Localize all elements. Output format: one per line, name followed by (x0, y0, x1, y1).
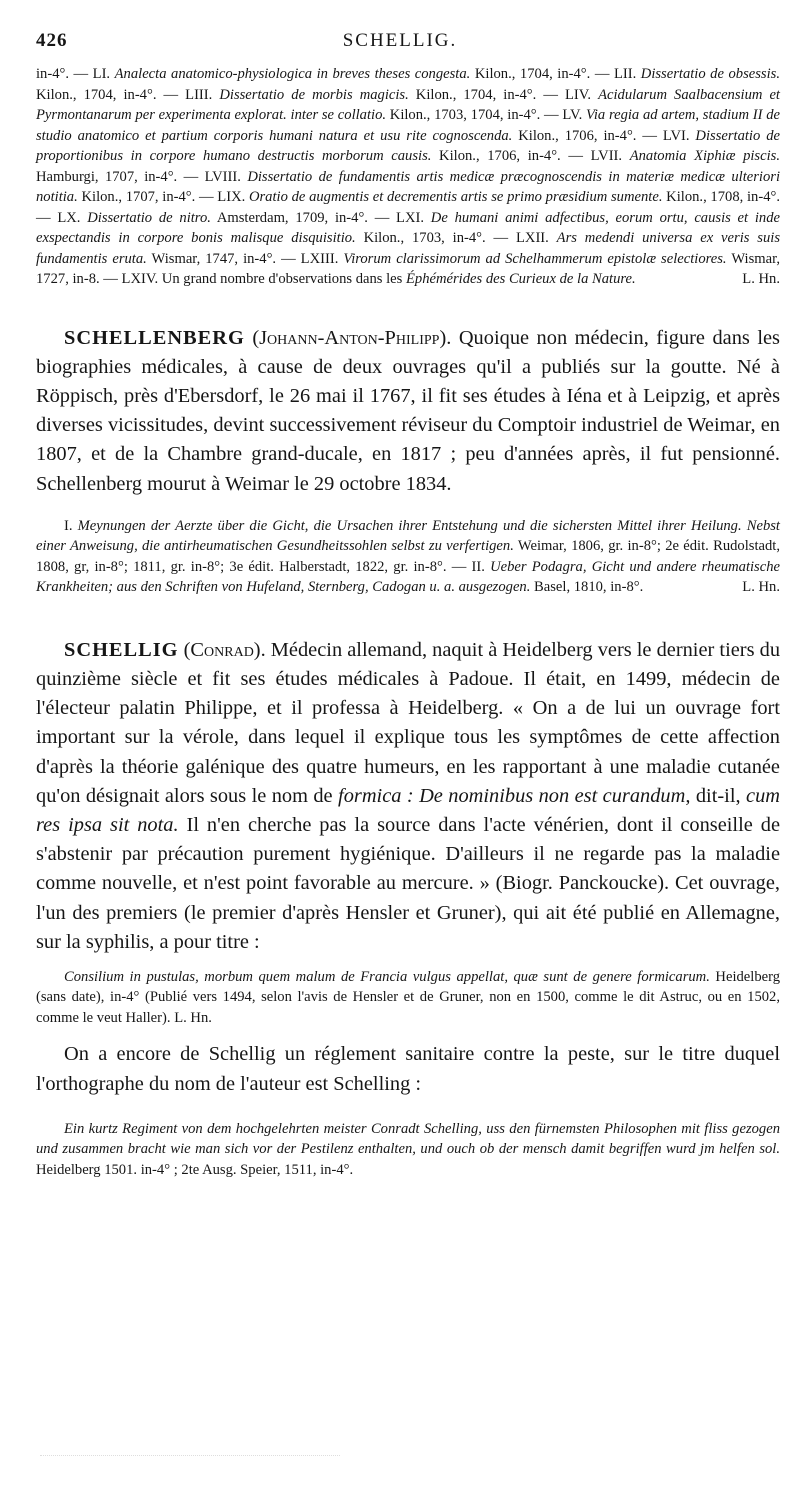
bibliography-schellenberg: I. Meynungen der Aerzte über die Gicht, die Ursachen ihrer Entstehung und die sichersten Mittel ihrer Heilung. Nebst einer Anweisung, die antirheumatischen Gesundheitssohlen selbst zu verfertigen. Weimar, 1806, gr. in-8°; 2e édit. Rudolstadt, 1808, gr, in-8°; 1811, gr. in-8°; 3e édit. Halberstadt, 1822, gr. in-8°. — II. Ueber Podagra, Gicht und andere rheumatische Krankheiten; aus den Schriften von Hufeland, Sternberg, Cadogan u. a. ausgezogen. Basel, 1810, in-8°. L. Hn. (36, 516, 780, 598)
running-title: SCHELLIG. (342, 30, 458, 51)
entry-schellenberg: SCHELLENBERG (Johann-Anton-Philipp). Quoique non médecin, figure dans les biographies médicales, à cause de deux ouvrages qu'il a publiés sur la goutte. Né à Röppisch, près d'Ebersdorf, le 26 mai il 1767, il fit ses études à Iéna et à Leipzig, et après diverses vicissitudes, devint successivement réviseur du Comptoir industriel de Weimar, en 1807, et de la Chambre grand-ducale, en 1817 ; peu d'années après, il fut pensionné. Schellenberg mourut à Weimar le 29 octobre 1834. (36, 326, 780, 495)
bibliography-schellig-1: Consilium in pustulas, morbum quem malum de Francia vulgus appellat, quæ sunt de genere formicarum. Heidelberg (sans date), in-4° (Publié vers 1494, selon l'avis de Hensler et de Gruner, non en 1500, comme le dit Astruc, ou en 1502, comme le veut Haller). L. Hn. (36, 968, 780, 1026)
bibliography-schellig-2: Ein kurtz Regiment von dem hochgelehrten meister Conradt Schelling, uss den fürnemsten Philosophen mit fliss gezogen und zusammen bracht wie man sich vor der Pestilenz enthalten, und ouch ob der mensch damit begriffen wurd jm helfen sol. Heidelberg 1501. in-4° ; 2te Ausg. Speier, 1511, in-4°. (36, 1120, 780, 1178)
signature: L. Hn. (742, 271, 780, 287)
bleed-through-mark (40, 1455, 340, 1468)
paragraph-schellig-2: On a encore de Schellig un réglement sanitaire contre la peste, sur le titre duquel l'orthographe du nom de l'auteur est Schelling : (36, 1043, 780, 1095)
signature: L. Hn. (742, 579, 780, 596)
page-number: 426 (36, 30, 68, 51)
bibliography-continuation: in-4°. — LI. Analecta anatomico-physiologica in breves theses congesta. Kilon., 1704, in-4°. — LII. Dissertatio de obsessis. Kilon., 1704, in-4°. — LIII. Dissertatio de morbis magicis. Kilon., 1704, in-4°. — LIV. Acidularum Saalbacensium et Pyrmontanarum per experimenta explorat. inter se collatio. Kilon., 1703, 1704, in-4°. — LV. Via regia ad artem, stadium II de studio anatomico et partium corporis humani natura et usu rite cognoscenda. Kilon., 1706, in-4°. — LVI. Dissertatio de proportionibus in corpore humano destructis morborum causis. Kilon., 1706, in-4°. — LVII. Anatomia Xiphiæ piscis. Hamburgi, 1707, in-4°. — LVIII. Dissertatio de fundamentis artis medicæ præcognoscendis in materiæ medicæ ulteriori notitia. Kilon., 1707, in-4°. — LIX. Oratio de augmentis et decrementis artis se primo præsidium sumente. Kilon., 1708, in-4°. — LX. Dissertatio de nitro. Amsterdam, 1709, in-4°. — LXI. De humani animi adfectibus, eorum ortu, causis et inde exspectandis in corpore bonis malisque disquisitio. Kilon., 1703, in-4°. — LXII. Ars medendi universa ex veris suis fundamentis eruta. Wismar, 1747, in-4°. — LXIII. Virorum clarissimorum ad Schelhammerum epistolæ selectiores. Wismar, 1727, in-8. — LXIV. Un grand nombre d'observations dans les Éphémérides des Curieux de la Nature. L. Hn. (36, 64, 780, 290)
entry-heading: SCHELLENBERG (64, 326, 245, 349)
page-header (36, 30, 764, 54)
signature: L. Hn. (174, 1009, 212, 1026)
entry-schellig: SCHELLIG (Conrad). Médecin allemand, naquit à Heidelberg vers le dernier tiers du quinzième siècle et fit ses études médicales à Padoue. Il était, en 1499, médecin de l'électeur palatin Philippe, et il professa à Heidelberg. « On a de lui un ouvrage fort important sur la vérole, dans lequel il explique tous les symptômes de cette affection d'après la théorie galénique des quatre humeurs, en les rapportant à une maladie cutanée qu'on désignait alors sous le nom de formica : De nominibus non est curandum, dit-il, cum res ipsa sit nota. Il n'en cherche pas la source dans l'acte vénérien, dont il conseille de s'abstenir par précaution purement hygiénique. D'ailleurs il ne regarde pas la maladie comme nouvelle, et n'est point favorable au mercure. » (Biogr. Panckoucke). Cet ouvrage, l'un des premiers (le premier d'après Hensler et Gruner), qui ait été publié en Allemagne, sur la syphilis, a pour titre : (36, 638, 781, 953)
page-body (36, 64, 780, 1180)
entry-heading: SCHELLIG (64, 638, 179, 661)
